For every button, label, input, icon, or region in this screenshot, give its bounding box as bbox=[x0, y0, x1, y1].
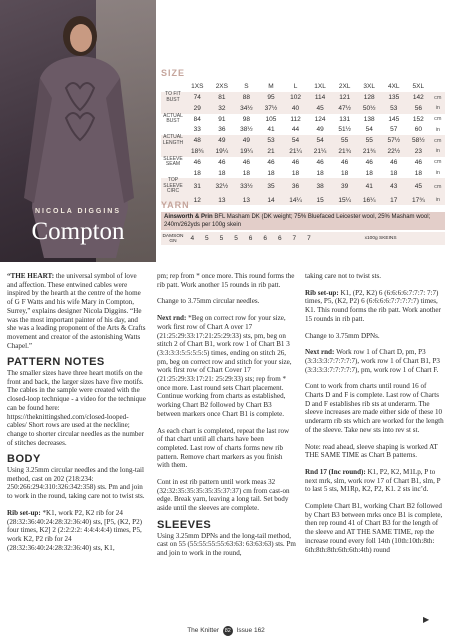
size-cell: 36 bbox=[283, 178, 308, 195]
paragraph-text: Note: read ahead, sleeve shaping is worked AT THE SAME TIME as Chart B patterns. bbox=[305, 442, 438, 460]
size-unit: cm bbox=[431, 135, 445, 146]
size-cell: 12 bbox=[185, 195, 210, 206]
size-cell: 32 bbox=[210, 103, 235, 114]
size-cell: 43 bbox=[382, 178, 407, 195]
paragraph bbox=[7, 369, 146, 447]
paragraph-text: Using 3.25mm circular needles and the long-tail method, cast on 202 (218:234: 250:266:294:310:326:342:358) sts. Pm and join to work in the round, taking care not to twist sts. bbox=[7, 466, 145, 501]
size-cell: 57½ bbox=[382, 135, 407, 146]
size-cell: 53 bbox=[259, 135, 284, 146]
size-cell: 41 bbox=[267, 126, 275, 134]
size-row-label: TOP SLEEVE CIRC bbox=[161, 178, 185, 195]
size-cell: 21¾ bbox=[332, 146, 357, 157]
size-cell: 23 bbox=[406, 146, 431, 157]
size-cell: 45 bbox=[308, 103, 333, 114]
size-row-label: SLEEVE SEAM bbox=[163, 155, 183, 168]
size-cell: 91 bbox=[218, 115, 226, 123]
size-cell: 39 bbox=[332, 178, 357, 195]
size-cell: 14¼ bbox=[283, 195, 308, 206]
yarn-description bbox=[161, 212, 445, 230]
paragraph bbox=[305, 348, 444, 374]
designer-name: NICOLA DIGGINS bbox=[34, 208, 122, 215]
size-cell: 38 bbox=[308, 178, 333, 195]
size-cell: 152 bbox=[412, 115, 424, 123]
size-header: 4XL bbox=[387, 83, 400, 90]
lead-in: “THE HEART: bbox=[7, 272, 56, 280]
size-cell: 54 bbox=[308, 135, 333, 146]
size-cell: 18¾ bbox=[185, 146, 210, 157]
size-header: 1XS bbox=[191, 83, 204, 90]
yarn-details: BFL Masham DK (DK weight; 75% Bluefaced Leicester wool, 25% Masham wool; 240m/262yds per 100g skein bbox=[164, 214, 431, 228]
paragraph bbox=[305, 502, 444, 554]
size-cell: 60 bbox=[414, 126, 422, 134]
yarn-quantity: 6 bbox=[272, 232, 287, 245]
size-row bbox=[161, 114, 445, 125]
size-row bbox=[161, 146, 445, 157]
size-cell: 48 bbox=[185, 135, 210, 146]
size-cell: 53 bbox=[382, 103, 407, 114]
size-cell: 22½ bbox=[382, 146, 407, 157]
size-cell: 112 bbox=[290, 115, 301, 123]
paragraph-text: The smaller sizes have three heart motifs on the front and back, the larger sizes have five motifs. The cables in the sample were created with the closed-loop technique - a video for the technique can be found here: https://theknittingshed.com/closed-looped-cables/ Short rows are used at the neckline; change to shorter circular needles as the number of stitches decreases. bbox=[7, 369, 146, 447]
paragraph-text: Using 3.25mm DPNs and the long-tail method, cast on 55 (55:55:55:55:63:63: 63:63:63) sts. Pm and join to work in the round, bbox=[157, 531, 296, 557]
size-cell: 21¾ bbox=[357, 146, 382, 157]
size-cell: 95 bbox=[259, 92, 284, 103]
size-header: M bbox=[268, 83, 274, 90]
size-cell: 49 bbox=[234, 135, 259, 146]
size-cell: 44 bbox=[291, 126, 300, 134]
size-header: 1XL bbox=[314, 83, 326, 90]
size-row bbox=[161, 92, 445, 103]
size-cell: 21¼ bbox=[283, 146, 308, 157]
size-cell: 18 bbox=[390, 169, 398, 177]
cover-photo bbox=[0, 0, 156, 262]
size-cell: 46 bbox=[390, 158, 398, 166]
lead-in: Rib set-up: bbox=[7, 508, 43, 517]
paragraph bbox=[157, 272, 296, 289]
paragraph bbox=[157, 314, 296, 418]
yarn-quantity: 6 bbox=[243, 232, 258, 245]
size-cell: 46 bbox=[218, 158, 226, 166]
size-cell: 29 bbox=[185, 103, 210, 114]
yarn-quantity: x100g SKEINS bbox=[316, 232, 445, 245]
size-unit: cm bbox=[434, 116, 442, 123]
size-header: 2XS bbox=[215, 83, 228, 90]
size-cell: 21 bbox=[259, 146, 284, 157]
size-cell: 18 bbox=[218, 169, 226, 177]
size-row bbox=[161, 178, 445, 195]
paragraph-text: Cont to work from charts until round 16 of Charts D and F is complete. Last row of Charts D and F establishes rib sts at underarm. The sleeve increases are made either side of these 10 underarm rib sts which are worked for the length of the sleeve. Take new sts into rev st st. bbox=[305, 382, 444, 434]
paragraph-text: taking care not to twist sts. bbox=[305, 272, 382, 280]
size-cell: 15¼ bbox=[332, 195, 357, 206]
size-cell: 19¼ bbox=[210, 146, 235, 157]
section-heading: PATTERN NOTES bbox=[7, 356, 105, 369]
paragraph bbox=[305, 382, 444, 434]
size-cell: 131 bbox=[339, 115, 351, 123]
paragraph-text: Change to 3.75mm circular needles. bbox=[157, 297, 260, 306]
size-cell: 55 bbox=[357, 135, 382, 146]
paragraph-text: Cont in est rib pattern until work meas 32 (32:32:35:35:35:35:35:37:37) cm from cast-on edge. Break yarn, leaving a long tail. Set body aside until the sleeves are complete. bbox=[157, 478, 290, 513]
size-cell: 46 bbox=[316, 158, 324, 166]
yarn-quantity: 6 bbox=[258, 232, 273, 245]
size-cell: 18 bbox=[316, 169, 324, 177]
paragraph-text: Complete Chart B1, working Chart B2 followed by Chart B3 between mrks once B1 is complete, then rep round 41 of Chart B3 for the length of the sleeve and AT THE SAME TIME, rep the increase round every foll 14th (10th:10th:8th: 6th:8th:8th:6th:6th:4th) round bbox=[305, 502, 443, 554]
size-cell: 114 bbox=[308, 92, 333, 103]
size-cell: 49 bbox=[210, 135, 235, 146]
size-cell: 34½ bbox=[234, 103, 259, 114]
size-cell: 88 bbox=[234, 92, 259, 103]
size-cell: 138 bbox=[363, 115, 375, 123]
size-cell: 58½ bbox=[406, 135, 431, 146]
size-header: 2XL bbox=[338, 83, 351, 90]
size-cell: 16¼ bbox=[357, 195, 382, 206]
size-row bbox=[161, 168, 445, 179]
size-row bbox=[161, 195, 445, 206]
paragraph bbox=[157, 427, 296, 471]
paragraph bbox=[157, 532, 296, 558]
size-header: 3XL bbox=[363, 83, 375, 90]
size-row bbox=[161, 135, 445, 146]
text-column-2 bbox=[157, 272, 296, 566]
size-cell: 17 bbox=[382, 195, 407, 206]
size-cell: 81 bbox=[210, 92, 235, 103]
size-cell: 18 bbox=[242, 169, 251, 177]
size-row bbox=[161, 125, 445, 136]
size-cell: 54 bbox=[365, 126, 373, 134]
lead-in: Next rnd: bbox=[157, 314, 189, 323]
size-cell: 102 bbox=[283, 92, 308, 103]
size-cell: 105 bbox=[265, 115, 277, 123]
issue-number: Issue 162 bbox=[236, 627, 265, 634]
size-cell: 50½ bbox=[357, 103, 382, 114]
text-column-1 bbox=[7, 272, 146, 560]
size-cell: 13 bbox=[234, 195, 259, 206]
size-cell: 32½ bbox=[210, 178, 235, 195]
yarn-box bbox=[161, 212, 445, 245]
size-cell: 18 bbox=[341, 169, 349, 177]
size-header: S bbox=[244, 83, 249, 90]
paragraph-text: *Beg on correct row for your size, work first row of Chart A over 17 (21:25:29:33:17:21:25:29:33) sts, pm, beg on stitch 2 of Chart B1, work row 1 of Chart B1 3 (3:3:3:3:5:5:5:5:5) times, ending on stitch 26, pm, beg on correct row and stitch for your size, work first row of Chart Cover 17 (21:25:29:33:17:21: 25:29:33) sts; rep from * once more. Last round sets Chart placement. Continue working from charts as established, working Chart B2 followed by Chart B3 between markers once Chart B1 is complete. bbox=[157, 314, 292, 418]
size-cell: 46 bbox=[414, 158, 422, 166]
paragraph bbox=[7, 509, 146, 553]
size-cell: 45 bbox=[406, 178, 431, 195]
size-cell: 142 bbox=[406, 92, 431, 103]
text-column-3 bbox=[305, 272, 444, 562]
yarn-quantity: 7 bbox=[302, 232, 317, 245]
yarn-quantity: 7 bbox=[287, 232, 302, 245]
page-footer bbox=[0, 626, 452, 636]
yarn-heading: YARN bbox=[161, 200, 190, 210]
size-cell: 35 bbox=[259, 178, 284, 195]
paragraph bbox=[157, 297, 296, 306]
yarn-quantity: 5 bbox=[200, 232, 215, 245]
size-unit: cm bbox=[431, 178, 445, 195]
size-cell: 18 bbox=[267, 169, 275, 177]
page-number: 82 bbox=[224, 628, 231, 634]
section-heading: BODY bbox=[7, 453, 41, 466]
size-header: L bbox=[293, 83, 298, 90]
yarn-brand: Ainsworth & Prin bbox=[164, 214, 213, 220]
size-cell: 46 bbox=[242, 158, 251, 166]
size-cell: 47½ bbox=[332, 103, 357, 114]
size-row bbox=[161, 157, 445, 168]
size-cell: 19¼ bbox=[234, 146, 259, 157]
size-row-label bbox=[161, 103, 185, 114]
size-row-label: ACTUAL BUST bbox=[163, 112, 183, 125]
paragraph bbox=[7, 466, 146, 501]
size-cell: 46 bbox=[291, 158, 300, 166]
lead-in: Next rnd: bbox=[305, 348, 337, 357]
size-cell: 18 bbox=[365, 169, 373, 177]
size-unit: in bbox=[431, 195, 445, 206]
paragraph bbox=[305, 289, 444, 324]
lead-in: Rib set-up: bbox=[305, 288, 341, 297]
yarn-table bbox=[161, 232, 445, 245]
size-cell: 14 bbox=[259, 195, 284, 206]
paragraph bbox=[305, 443, 444, 460]
paragraph-text: *K1, work P2, K2 rib for 24 (28:32:36:40:24:28:32:36:40) sts, [P5, (K2, P2) four times, K2] 2 (2:2:2:2: 4:4:4:4:4) times, P5, work K2, P2 rib for 24 (28:32:36:40:24:28:32:36:40) sts, K1, bbox=[7, 508, 142, 552]
size-cell: 36 bbox=[218, 126, 226, 134]
paragraph-text: Work row 1 of Chart D, pm, P3 (3:3:3:3:7:7:7:7:7), work row 1 of Chart B1, P3 (3:3:3:3:7:7:7:7:7), pm, work row 1 of Chart F. bbox=[305, 348, 440, 374]
paragraph-text: pm; rep from * once more. This round forms the rib patt. Work another 15 rounds in rib patt. bbox=[157, 272, 295, 289]
continue-arrow-icon: ▶ bbox=[423, 615, 430, 624]
yarn-quantity: 5 bbox=[214, 232, 229, 245]
yarn-colour-label: DAMSON GN bbox=[162, 233, 184, 244]
size-cell: 145 bbox=[388, 115, 400, 123]
size-header: 5XL bbox=[412, 83, 425, 90]
size-unit: in bbox=[431, 103, 445, 114]
size-cell: 55 bbox=[332, 135, 357, 146]
size-row-label: TO FIT BUST bbox=[161, 92, 185, 103]
size-cell: 38½ bbox=[240, 126, 253, 134]
size-cell: 37½ bbox=[259, 103, 284, 114]
size-row bbox=[161, 103, 445, 114]
size-unit: cm bbox=[431, 92, 445, 103]
size-cell: 41 bbox=[357, 178, 382, 195]
size-cell: 18 bbox=[414, 169, 422, 177]
paragraph bbox=[305, 468, 444, 494]
size-cell: 124 bbox=[314, 115, 326, 123]
size-cell: 56 bbox=[406, 103, 431, 114]
size-cell: 46 bbox=[193, 158, 201, 166]
size-cell: 15 bbox=[308, 195, 333, 206]
paragraph bbox=[157, 478, 296, 513]
size-cell: 46 bbox=[267, 158, 275, 166]
size-unit: cm bbox=[434, 159, 442, 166]
section-heading: SLEEVES bbox=[157, 518, 212, 531]
size-cell: 46 bbox=[341, 158, 349, 166]
paragraph bbox=[305, 272, 444, 281]
size-cell: 49 bbox=[316, 126, 324, 134]
size-cell: 54 bbox=[283, 135, 308, 146]
paragraph-text: Change to 3.75mm DPNs. bbox=[305, 331, 380, 340]
size-heading: SIZE bbox=[161, 68, 186, 78]
paragraph-text: the universal symbol of love and affection. These entwined cables were inspired by the hearth at the centre of the home of G F Watts and his wife Mary in Compton, Surrey,” explains designer Nicola Diggins. “He was the most important painter of his day, and she was a leading proponent of the Arts & Crafts movement and creator of the astonishing Watts Chapel.” bbox=[7, 272, 146, 350]
paragraph bbox=[305, 332, 444, 341]
size-cell: 18 bbox=[193, 169, 201, 177]
size-cell: 33 bbox=[193, 126, 201, 134]
size-cell: 18 bbox=[291, 169, 300, 177]
size-cell: 135 bbox=[382, 92, 407, 103]
paragraph-text: K1, P2, K2, M1Lp, P to next mrk, slm, work row 17 of Chart B1, slm, P to last 5 sts, M1Rp, K2, P2, K1. 2 sts inc’d. bbox=[305, 467, 441, 494]
size-cell: 21¼ bbox=[308, 146, 333, 157]
size-cell: 51½ bbox=[338, 126, 351, 134]
lead-in: Rnd 17 (Inc round): bbox=[305, 467, 368, 476]
size-cell: 40 bbox=[283, 103, 308, 114]
paragraph bbox=[7, 272, 146, 350]
size-header bbox=[431, 81, 445, 92]
size-cell: 31 bbox=[185, 178, 210, 195]
size-cell: 84 bbox=[193, 115, 201, 123]
size-table bbox=[161, 81, 445, 205]
size-cell: 128 bbox=[357, 92, 382, 103]
paragraph-text: K1, (P2, K2) 6 (6:6:6:6:7:7:7: 7:7) times, P5, (K2, P2) 6 (6:6:6:6:7:7:7:7:7) times, K1. This round forms the rib patt. Work another 15 rounds in rib patt. bbox=[305, 288, 441, 323]
size-cell: 121 bbox=[332, 92, 357, 103]
size-row-label: ACTUAL LENGTH bbox=[162, 134, 184, 146]
size-cell: 33½ bbox=[234, 178, 259, 195]
size-cell: 74 bbox=[185, 92, 210, 103]
size-cell: 98 bbox=[242, 115, 251, 123]
magazine-name: The Knitter bbox=[187, 627, 219, 634]
size-cell: 46 bbox=[365, 158, 373, 166]
size-unit: in bbox=[435, 170, 440, 177]
yarn-quantity: 5 bbox=[229, 232, 244, 245]
size-cell: 13 bbox=[210, 195, 235, 206]
size-unit: in bbox=[431, 146, 445, 157]
size-cell: 17¾ bbox=[406, 195, 431, 206]
pattern-title: Compton bbox=[31, 218, 125, 245]
size-cell: 57 bbox=[390, 126, 398, 134]
yarn-quantity: 4 bbox=[185, 232, 200, 245]
size-unit: in bbox=[435, 126, 440, 133]
paragraph-text: As each chart is completed, repeat the last row of that chart until all charts have been completed. Last row of charts forms new rib pattern. Remove chart markers as you finish with them. bbox=[157, 426, 290, 470]
